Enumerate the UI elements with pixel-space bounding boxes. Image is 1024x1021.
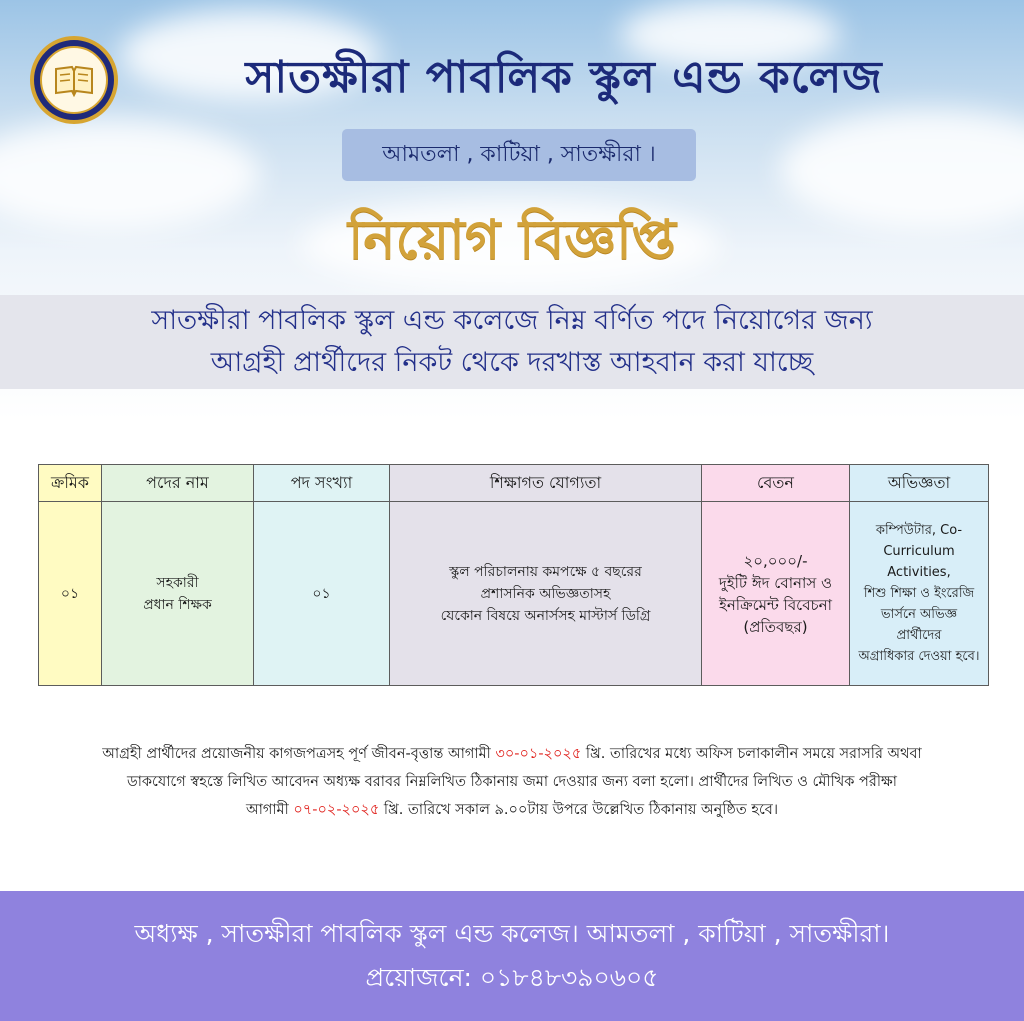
header-post-count: পদ সংখ্যা	[254, 465, 390, 502]
header-salary: বেতন	[702, 465, 850, 502]
header	[30, 30, 1000, 130]
intro-line-1: সাতক্ষীরা পাবলিক স্কুল এন্ড কলেজে নিম্ন বর্ণিত পদে নিয়োগের জন্য	[151, 305, 873, 336]
deadline-date: ৩০-০১-২০২৫	[495, 746, 582, 762]
intro-line-2: আগ্রহী প্রার্থীদের নিকট থেকে দরখাস্ত আহবান করা যাচ্ছে	[210, 347, 814, 378]
header-post-name: পদের নাম	[102, 465, 254, 502]
footer-phone: প্রয়োজনে: ০১৮৪৮৩৯০৬০৫	[365, 963, 659, 992]
table-row	[39, 502, 989, 686]
footer-address: অধ্যক্ষ , সাতক্ষীরা পাবলিক স্কুল এন্ড কলেজ। আমতলা , কাটিয়া , সাতক্ষীরা।	[134, 919, 890, 948]
cell-post-name: সহকারী প্রধান শিক্ষক	[102, 502, 254, 686]
phone-number: ০১৮৪৮৩৯০৬০৫	[479, 963, 659, 992]
school-logo	[30, 36, 118, 124]
book-icon	[54, 63, 94, 97]
intro-band	[0, 295, 1024, 389]
exam-date: ০৭-০২-২০২৫	[293, 802, 380, 818]
cell-salary: ২০,০০০/- দুইটি ঈদ বোনাস ও ইনক্রিমেন্ট বিবেচনা (প্রতিবছর)	[702, 502, 850, 686]
terms-line-3: আগামী ০৭-০২-২০২৫ খ্রি. তারিখে সকাল ৯.০০টায় উপরে উল্লেখিত ঠিকানায় অনুষ্ঠিত হবে।	[245, 802, 779, 818]
cell-serial: ০১	[39, 502, 102, 686]
vacancy-table	[38, 464, 989, 686]
cell-qualification: স্কুল পরিচালনায় কমপক্ষে ৫ বছরের প্রশাসনিক অভিজ্ঞতাসহ যেকোন বিষয়ে অনার্সসহ মাস্টার্স ডিগ্রি	[390, 502, 702, 686]
terms-line-1: আগ্রহী প্রার্থীদের প্রয়োজনীয় কাগজপত্রসহ পূর্ণ জীবন-বৃত্তান্ত আগামী ৩০-০১-২০২৫ খ্রি. তারিখের মধ্যে অফিস চলাকালীন সময়ে সরাসরি অথবা	[102, 746, 922, 762]
notice-title: নিয়োগ বিজ্ঞপ্তি	[347, 208, 677, 271]
header-qualification: শিক্ষাগত যোগ্যতা	[390, 465, 702, 502]
header-serial: ক্রমিক	[39, 465, 102, 502]
application-terms	[20, 740, 1004, 824]
table-header-row	[39, 465, 989, 502]
institution-title: সাতক্ষীরা পাবলিক স্কুল এন্ড কলেজ	[245, 51, 883, 103]
footer-contact	[0, 891, 1024, 1021]
header-experience: অভিজ্ঞতা	[850, 465, 989, 502]
cell-post-count: ০১	[254, 502, 390, 686]
cell-experience: কম্পিউটার, Co- Curriculum Activities, শিশু শিক্ষা ও ইংরেজি ভার্সনে অভিজ্ঞ প্রার্থীদের অগ্রাধিকার দেওয়া হবে।	[850, 502, 989, 686]
address-badge: আমতলা , কাটিয়া , সাতক্ষীরা ।	[342, 129, 696, 181]
terms-line-2: ডাকযোগে স্বহস্তে লিখিত আবেদন অধ্যক্ষ বরাবর নিম্নলিখিত ঠিকানায় জমা দেওয়ার জন্য বলা হলো। প্রার্থীদের লিখিত ও মৌখিক পরীক্ষা	[127, 774, 897, 790]
